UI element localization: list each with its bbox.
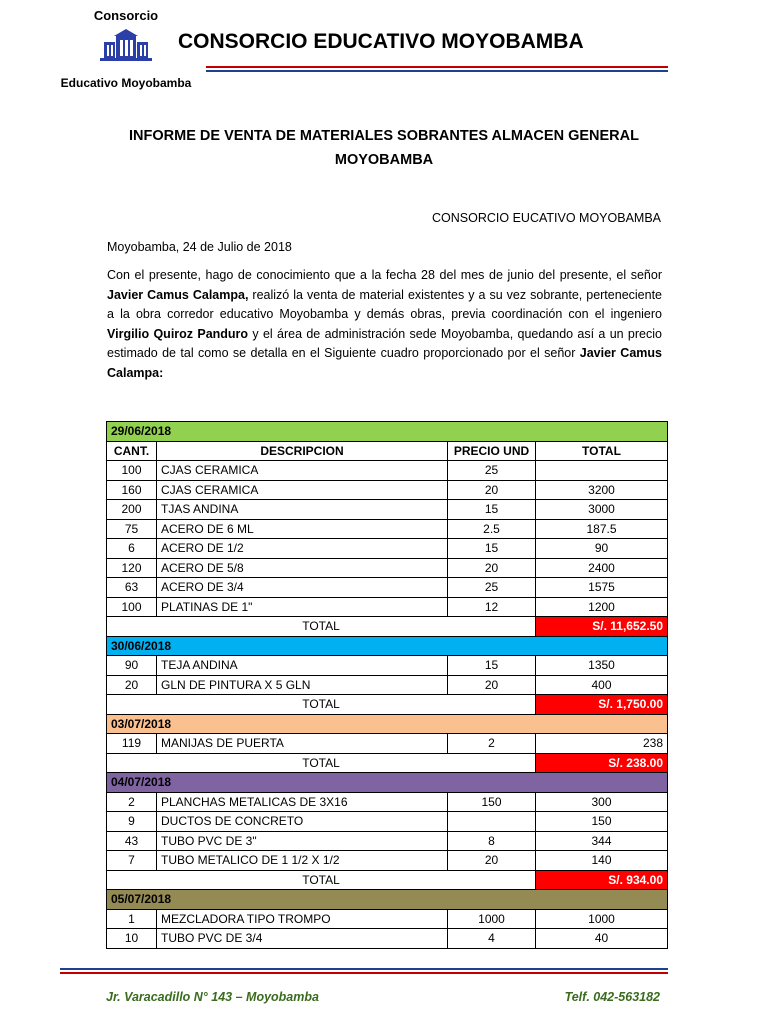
row-total: 400 [536,675,668,695]
date-group-row [107,773,668,793]
document-title [100,124,668,172]
row-quantity: 9 [107,812,157,832]
row-quantity: 160 [107,480,157,500]
row-unit-price: 25 [448,578,536,598]
row-quantity: 90 [107,656,157,676]
row-quantity: 2 [107,792,157,812]
row-quantity: 63 [107,578,157,598]
table-row [107,909,668,929]
table-row [107,851,668,871]
table-row [107,558,668,578]
group-total-row [107,870,668,890]
row-description: TUBO PVC DE 3" [157,831,448,851]
row-unit-price: 15 [448,656,536,676]
row-total: 3200 [536,480,668,500]
row-quantity: 200 [107,500,157,520]
group-date: 04/07/2018 [107,773,668,793]
row-total: 90 [536,539,668,559]
table-row [107,539,668,559]
paragraph-bold-3: Javier Camus Calampa: [107,346,662,380]
row-quantity: 1 [107,909,157,929]
row-unit-price: 20 [448,675,536,695]
row-unit-price: 8 [448,831,536,851]
row-quantity: 20 [107,675,157,695]
row-unit-price: 15 [448,539,536,559]
row-total: 187.5 [536,519,668,539]
row-total: 150 [536,812,668,832]
row-unit-price [448,812,536,832]
row-total: 1200 [536,597,668,617]
row-unit-price: 20 [448,851,536,871]
paragraph-bold-2: Virgilio Quiroz Panduro [107,326,249,341]
school-building-icon [98,28,154,64]
header-title: CONSORCIO EDUCATIVO MOYOBAMBA [178,30,584,53]
paragraph-bold-1: Javier Camus Calampa, [107,287,249,302]
group-date: 29/06/2018 [107,422,668,442]
row-description: MANIJAS DE PUERTA [157,734,448,754]
table-row [107,929,668,949]
row-total: 238 [536,734,668,754]
logo [58,6,194,92]
row-description: TJAS ANDINA [157,500,448,520]
row-description: DUCTOS DE CONCRETO [157,812,448,832]
footer-rule-red [60,972,668,974]
table-row [107,461,668,481]
row-total: 2400 [536,558,668,578]
group-total-row [107,695,668,715]
row-quantity: 120 [107,558,157,578]
group-total-value: S/. 934.00 [536,870,668,890]
paragraph-text-3: y el área de administración sede Moyobamba, quedando así a un precio estimado de tal como se detalla en el Siguiente cuadro proporcionado por el señor [107,326,662,360]
row-quantity: 6 [107,539,157,559]
row-unit-price: 12 [448,597,536,617]
footer-address: Jr. Varacadillo N° 143 – Moyobamba [106,990,319,1004]
row-quantity: 119 [107,734,157,754]
paragraph-text-1: Con el presente, hago de conocimiento que a la fecha 28 del mes de junio del presente, el señor [107,268,662,282]
table-row [107,812,668,832]
organization-name: CONSORCIO EUCATIVO MOYOBAMBA [432,211,661,225]
row-quantity: 100 [107,597,157,617]
group-date: 30/06/2018 [107,636,668,656]
header-total: TOTAL [536,441,668,461]
group-total-label: TOTAL [107,870,536,890]
table-row [107,734,668,754]
row-total: 1350 [536,656,668,676]
group-total-label: TOTAL [107,695,536,715]
group-total-label: TOTAL [107,753,536,773]
row-unit-price: 20 [448,480,536,500]
group-total-row [107,753,668,773]
row-description: CJAS CERAMICA [157,461,448,481]
row-unit-price: 4 [448,929,536,949]
group-total-row [107,617,668,637]
sales-table [106,421,668,949]
table-row [107,792,668,812]
row-total: 344 [536,831,668,851]
group-total-value: S/. 1,750.00 [536,695,668,715]
row-total: 300 [536,792,668,812]
row-unit-price: 2.5 [448,519,536,539]
group-date: 03/07/2018 [107,714,668,734]
group-total-value: S/. 11,652.50 [536,617,668,637]
table-row [107,656,668,676]
date-group-row [107,890,668,910]
row-description: PLATINAS DE 1" [157,597,448,617]
row-quantity: 43 [107,831,157,851]
date-group-row [107,636,668,656]
group-total-value: S/. 238.00 [536,753,668,773]
row-unit-price: 20 [448,558,536,578]
row-total [536,461,668,481]
row-total: 1000 [536,909,668,929]
date-line: Moyobamba, 24 de Julio de 2018 [107,240,292,254]
row-quantity: 75 [107,519,157,539]
row-description: TUBO PVC DE 3/4 [157,929,448,949]
row-description: TUBO METALICO DE 1 1/2 X 1/2 [157,851,448,871]
row-unit-price: 1000 [448,909,536,929]
table-row [107,480,668,500]
date-group-row [107,422,668,442]
table-row [107,831,668,851]
header-rule-red [206,66,668,68]
row-quantity: 10 [107,929,157,949]
row-description: CJAS CERAMICA [157,480,448,500]
row-unit-price: 15 [448,500,536,520]
row-description: GLN DE PINTURA X 5 GLN [157,675,448,695]
row-total: 40 [536,929,668,949]
paragraph-text-2: realizó la venta de material existentes y a su vez sobrante, perteneciente a la obra corredor educativo Moyobamba y demás obras, previa coordinación con el ingeniero [107,287,662,321]
row-unit-price: 2 [448,734,536,754]
logo-top-text: Consorcio [93,8,159,23]
row-description: ACERO DE 6 ML [157,519,448,539]
table-row [107,500,668,520]
body-paragraph [107,266,662,383]
table-header-row [107,441,668,461]
row-description: ACERO DE 1/2 [157,539,448,559]
row-total: 1575 [536,578,668,598]
row-description: PLANCHAS METALICAS DE 3X16 [157,792,448,812]
header-rule-blue [206,70,668,72]
header-unit-price: PRECIO UND [448,441,536,461]
group-total-label: TOTAL [107,617,536,637]
row-quantity: 7 [107,851,157,871]
group-date: 05/07/2018 [107,890,668,910]
row-quantity: 100 [107,461,157,481]
table-row [107,675,668,695]
header-description: DESCRIPCION [157,441,448,461]
document-title-line2: MOYOBAMBA [334,152,434,168]
header-quantity: CANT. [107,441,157,461]
row-total: 140 [536,851,668,871]
row-description: ACERO DE 5/8 [157,558,448,578]
row-description: TEJA ANDINA [157,656,448,676]
document-title-line1: INFORME DE VENTA DE MATERIALES SOBRANTES ALMACEN GENERAL [129,128,639,144]
row-unit-price: 150 [448,792,536,812]
table-row [107,519,668,539]
footer-rule-blue [60,968,668,970]
row-total: 3000 [536,500,668,520]
row-unit-price: 25 [448,461,536,481]
date-group-row [107,714,668,734]
row-description: ACERO DE 3/4 [157,578,448,598]
logo-bottom-text: Educativo Moyobamba [60,76,192,90]
row-description: MEZCLADORA TIPO TROMPO [157,909,448,929]
footer-phone: Telf. 042-563182 [564,990,660,1004]
table-row [107,597,668,617]
table-row [107,578,668,598]
